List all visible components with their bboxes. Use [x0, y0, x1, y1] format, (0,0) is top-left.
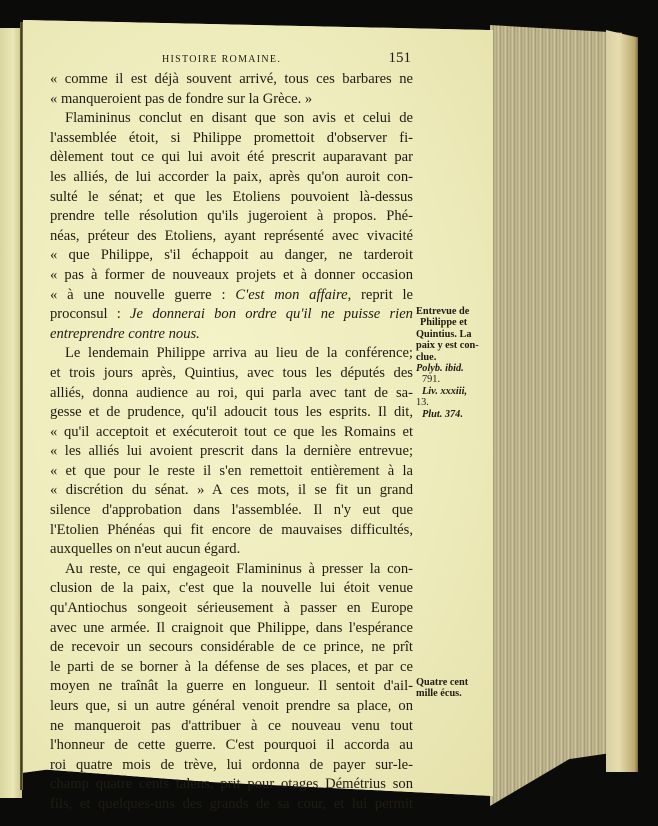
text-line [50, 442, 413, 462]
running-title: HISTOIRE ROMAINE. [162, 54, 282, 65]
text-line-content [50, 189, 413, 205]
text-line-content [50, 541, 240, 557]
book-cover-edge [606, 30, 638, 772]
roman-text: néas, préteur des Etoliens, ayant représenté avec vivacité [50, 227, 413, 244]
text-line [50, 775, 413, 795]
roman-text: « pas à former de nouveaux projets et à donner occasion [50, 266, 413, 283]
margin-references [416, 363, 482, 420]
roman-text: Le lendemain Philippe arriva au lieu de la conférence; [65, 345, 413, 362]
text-line-content [50, 424, 413, 440]
text-line-content [50, 659, 413, 675]
text-line [50, 795, 413, 815]
text-line [50, 148, 413, 168]
text-line-content [50, 718, 413, 734]
text-line-content [50, 463, 413, 479]
text-line [50, 658, 413, 678]
roman-text: sulté le sénat; et que les Etoliens pouvoient là-dessus [50, 188, 413, 205]
roman-text: moyen ne traînât la guerre en longueur. Il sentoit d'ail- [50, 678, 413, 695]
roman-text: ne manqueroit pas d'attribuer à ce nouveau venu tout [50, 717, 413, 734]
text-line-content [50, 306, 413, 322]
text-line-content [50, 502, 413, 518]
roman-text: proconsul : [50, 306, 131, 323]
text-line-content [50, 71, 413, 87]
text-line-content [50, 678, 413, 694]
text-line-content [50, 287, 413, 303]
text-line-content [50, 130, 413, 146]
italic-text: Je donnerai bon ordre qu'il ne puisse rien [130, 306, 413, 323]
text-line-content [50, 228, 413, 244]
text-line [50, 325, 413, 345]
roman-text: le parti de se borner à la défense de ses places, et par ce [50, 658, 413, 675]
text-line-content [50, 267, 413, 283]
text-line-content [50, 737, 413, 753]
text-line [50, 305, 413, 325]
text-line-content [50, 580, 413, 596]
margin-line: clue. [416, 351, 437, 363]
text-line [50, 462, 413, 482]
roman-text: silence d'approbation dans l'assemblée. Il n'y eut que [50, 502, 413, 519]
roman-text: « que Philippe, s'il échappoit au danger, ne tarderoit [50, 247, 413, 264]
text-line-content [50, 620, 413, 636]
roman-text: clusion de la paix, c'est que la nouvelle lui étoit venue [50, 580, 413, 597]
text-line-content [50, 482, 413, 498]
reference-line: 791. [422, 374, 441, 386]
text-line [50, 188, 413, 208]
roman-text: qu'Antiochus songeoit sérieusement à passer en Europe [50, 600, 413, 617]
roman-text: Au reste, ce qui engageoit Flamininus à presser la con- [65, 560, 413, 577]
roman-text: , reprit le [347, 286, 413, 303]
text-line [50, 403, 413, 423]
text-line [50, 579, 413, 599]
roman-text: Flamininus conclut en disant que son avis et celui de [65, 110, 413, 127]
text-line-content [50, 639, 413, 655]
italic-text: C'est mon affaire [235, 286, 348, 303]
text-line-content [50, 365, 413, 381]
margin-note-entrevue [416, 306, 482, 420]
margin-line: Philippe et [420, 317, 468, 329]
text-line [50, 481, 413, 501]
text-line-content [50, 796, 413, 812]
text-line [50, 697, 413, 717]
facing-page-edge [0, 28, 22, 798]
text-line [50, 109, 413, 129]
text-line [50, 423, 413, 443]
margin-summary [416, 306, 482, 363]
roman-text: l'Etolien Phénéas qui fit encore de mauvaises difficultés, [50, 521, 413, 538]
margin-line: Quatre cent [416, 677, 469, 688]
text-line [50, 90, 413, 110]
roman-text: « et que pour le reste il s'en remettoit entièrement à la [50, 462, 413, 479]
roman-text: avec une armée. Il craignoit que Philippe, dans l'espérance [50, 619, 413, 636]
text-line-content [65, 110, 413, 126]
text-line-content [50, 149, 413, 165]
roman-text: l'honneur de cette guerre. C'est pourquoi il accorda au [50, 737, 413, 754]
roman-text: leurs que, si un autre général venoit prendre sa place, on [50, 698, 413, 714]
text-line [50, 344, 413, 364]
text-line-content [50, 757, 413, 773]
gutter [20, 22, 23, 790]
text-line [50, 501, 413, 521]
text-line-content [50, 776, 413, 792]
text-line [50, 384, 413, 404]
margin-line: Entrevue de [416, 306, 470, 317]
roman-text: « manqueroient pas de fondre sur la Grèce. » [50, 90, 313, 107]
roman-text: et trois jours après, Quintius, avec tous les députés des [50, 364, 413, 381]
roman-text: roi quatre mois de trève, lui ordonna de payer sur-le- [50, 756, 413, 773]
text-line [50, 599, 413, 619]
text-line-content [50, 443, 413, 459]
roman-text: champ quatre cents talens, prit pour otages Démétrius son [50, 776, 413, 793]
text-line [50, 677, 413, 697]
reference-line: 13. [416, 397, 429, 409]
text-line-content [65, 345, 413, 361]
text-line-content [50, 91, 312, 107]
text-line [50, 619, 413, 639]
text-line-content [50, 404, 413, 420]
roman-text: « comme il est déjà souvent arrivé, tous ces barbares ne [50, 71, 413, 87]
margin-line: Quintius. La [416, 328, 472, 340]
roman-text: l'assemblée étoit, si Philippe promettoit d'observer fi- [50, 129, 413, 146]
text-line-content [65, 561, 413, 577]
body-text [50, 70, 413, 815]
reference-line: Plut. 374. [422, 408, 463, 420]
margin-line: paix y est con- [416, 340, 479, 352]
text-line [50, 756, 413, 776]
roman-text: alliés, donna audience au roi, qui parla avec tant de sa- [50, 384, 413, 401]
running-head [50, 48, 413, 70]
text-line [50, 246, 413, 266]
text-line-content [50, 385, 413, 401]
text-line [50, 168, 413, 188]
text-line-content [50, 522, 413, 538]
book-fore-edge [490, 25, 622, 806]
reference-line: Polyb. ibid. [416, 363, 464, 375]
roman-text: « les alliés lui avoient prescrit dans la dernière entrevue; [50, 443, 413, 460]
page-number: 151 [388, 50, 411, 66]
text-line [50, 638, 413, 658]
reference-line: Liv. xxxiii, [422, 385, 468, 397]
text-line [50, 521, 413, 541]
text-line [50, 70, 413, 90]
text-line [50, 207, 413, 227]
page-content [50, 48, 413, 815]
text-line-content [50, 208, 413, 224]
text-line [50, 364, 413, 384]
text-line-content [50, 169, 413, 185]
roman-text: gesse et de prudence, qu'il adoucit tous les esprits. Il dit, [50, 404, 413, 421]
text-line-content [50, 698, 413, 714]
roman-text: de recevoir un secours considérable de ce prince, ne prît [50, 639, 413, 656]
italic-text: entreprendre contre nous. [50, 325, 200, 342]
text-line [50, 286, 413, 306]
roman-text: « à une nouvelle guerre : [50, 286, 236, 303]
text-line-content [50, 600, 413, 616]
text-line [50, 717, 413, 737]
text-line [50, 266, 413, 286]
roman-text: auxquelles on n'eut aucun égard. [50, 541, 241, 558]
margin-line: mille écus. [416, 688, 462, 700]
text-line [50, 560, 413, 580]
text-line [50, 129, 413, 149]
text-line [50, 736, 413, 756]
margin-note-quatre-cent [416, 677, 482, 700]
text-line-content [50, 326, 200, 342]
text-line [50, 227, 413, 247]
roman-text: « discrétion du sénat. » A ces mots, il se fit un grand [50, 482, 413, 499]
roman-text: « qu'il acceptoit et exécuteroit tout ce que les Romains et [50, 423, 413, 440]
roman-text: les alliés, de lui accorder la paix, après qu'on auroit con- [50, 168, 413, 185]
text-line [50, 540, 413, 560]
text-line-content [50, 247, 413, 263]
roman-text: fils, et quelques-uns des grands de sa cour, et lui permit [50, 795, 413, 812]
roman-text: prendre telle résolution qu'ils jugeroient à propos. Phé- [50, 208, 413, 225]
roman-text: dèlement tout ce qui lui avoit été prescrit auparavant par [50, 149, 413, 166]
